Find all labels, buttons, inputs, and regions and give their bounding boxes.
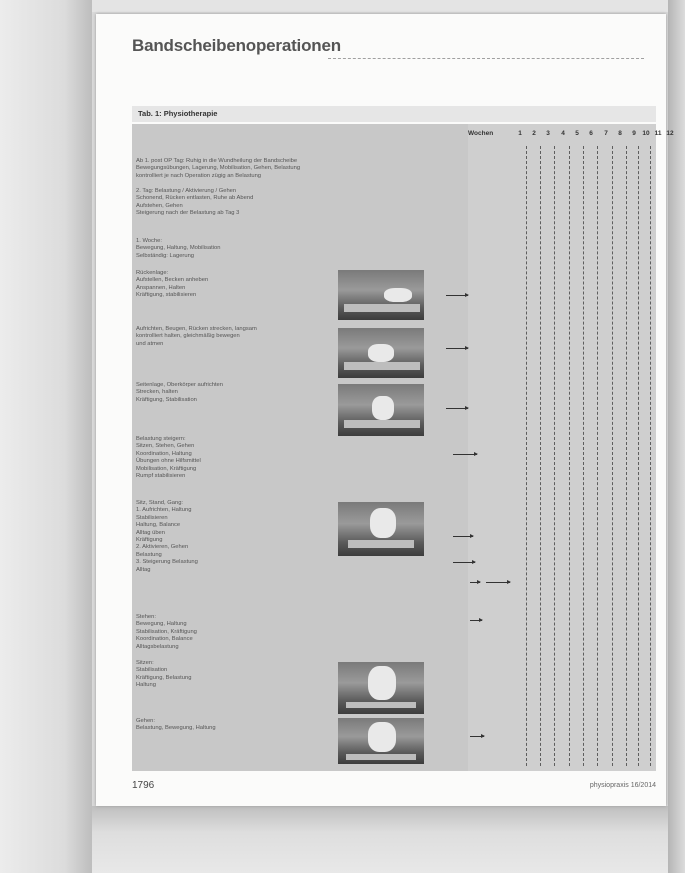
page-title: Bandscheibenoperationen — [132, 36, 341, 55]
exercise-photo — [338, 270, 424, 320]
arrow-icon — [453, 454, 477, 455]
therapy-row-text: Gehen: Belastung, Bewegung, Haltung — [136, 718, 216, 732]
week-gridline — [583, 146, 584, 766]
week-number: 12 — [666, 130, 674, 137]
week-number: 10 — [642, 130, 650, 137]
week-number: 4 — [561, 130, 565, 137]
arrow-icon — [446, 408, 468, 409]
week-gridline — [526, 146, 527, 766]
therapy-row-text: Belastung steigern: Sitzen, Stehen, Gehen Koordination, Haltung Übungen ohne Hilfsmittel Mobilisation, Kräftigung Rumpf stabilisieren — [136, 436, 201, 480]
week-number: 5 — [575, 130, 579, 137]
document-page — [96, 14, 674, 806]
journal-name: physiopraxis 16/2014 — [589, 782, 656, 789]
exercise-photo — [338, 718, 424, 764]
week-number: 9 — [632, 130, 636, 137]
week-number: 1 — [518, 130, 522, 137]
arrow-icon — [470, 582, 480, 583]
week-gridline — [597, 146, 598, 766]
arrow-icon — [470, 620, 482, 621]
week-gridline — [612, 146, 613, 766]
week-number: 8 — [618, 130, 622, 137]
scan-background — [92, 806, 668, 873]
page-number: 1796 — [132, 780, 155, 791]
arrow-icon — [470, 736, 484, 737]
week-gridline — [569, 146, 570, 766]
arrow-icon — [486, 582, 510, 583]
week-number: 7 — [604, 130, 608, 137]
therapy-table — [132, 124, 674, 771]
week-number: 3 — [546, 130, 550, 137]
therapy-row-text: 1. Woche: Bewegung, Haltung, Mobilisation Selbständig: Lagerung — [136, 238, 221, 259]
exercise-photo — [338, 384, 424, 436]
week-gridline — [540, 146, 541, 766]
week-gridline — [626, 146, 627, 766]
therapy-row-text: Seitenlage, Oberkörper aufrichten Strecken, halten Kräftigung, Stabilisation — [136, 382, 224, 403]
exercise-photo — [338, 502, 424, 556]
week-gridline — [638, 146, 639, 766]
scan-background — [0, 0, 685, 12]
arrow-icon — [453, 536, 473, 537]
table-caption-bar — [132, 106, 656, 122]
week-grid — [468, 124, 674, 771]
exercise-photo — [338, 328, 424, 378]
week-gridline — [650, 146, 651, 766]
exercise-photo — [338, 662, 424, 714]
title-divider — [328, 58, 644, 59]
weeks-label: Wochen — [468, 130, 494, 137]
week-number: 2 — [532, 130, 536, 137]
table-title: Tab. 1: Physiotherapie — [138, 109, 218, 118]
therapy-row-text: Ab 1. post OP Tag: Ruhig in die Wundheilung der Bandscheibe Bewegungsübungen, Lagerung, Mobilisation, Gehen, Belastung kontrolliert je nach Operation zügig an Belastung — [136, 158, 301, 179]
arrow-icon — [446, 295, 468, 296]
therapy-row-text: Sitz, Stand, Gang: 1. Aufrichten, Haltung Stabilisieren Haltung, Balance Alltag üben Kräftigung 2. Aktivieren, Gehen Belastung 3. Steigerung Belastung Alltag — [136, 500, 198, 573]
arrow-icon — [446, 348, 468, 349]
therapy-row-text: 2. Tag: Belastung / Aktivierung / Gehen Schonend, Rücken entlasten, Ruhe ab Abend Aufstehen, Gehen Steigerung nach der Belastung ab Tag 3 — [136, 188, 254, 217]
arrow-icon — [453, 562, 475, 563]
therapy-row-text: Stehen: Bewegung, Haltung Stabilisation, Kräftigung Koordination, Balance Alltagsbelastung — [136, 614, 197, 650]
week-gridline — [554, 146, 555, 766]
therapy-row-text: Aufrichten, Beugen, Rücken strecken, langsam kontrolliert halten, gleichmäßig bewegen und atmen — [136, 326, 257, 347]
therapy-row-text: Sitzen: Stabilisation Kräftigung, Belastung Haltung — [136, 660, 192, 689]
week-number: 6 — [589, 130, 593, 137]
scan-background — [0, 0, 92, 873]
week-number: 11 — [654, 130, 662, 137]
therapy-row-text: Rückenlage: Aufstellen, Becken anheben Anspannen, Halten Kräftigung, stabilisieren — [136, 270, 209, 299]
